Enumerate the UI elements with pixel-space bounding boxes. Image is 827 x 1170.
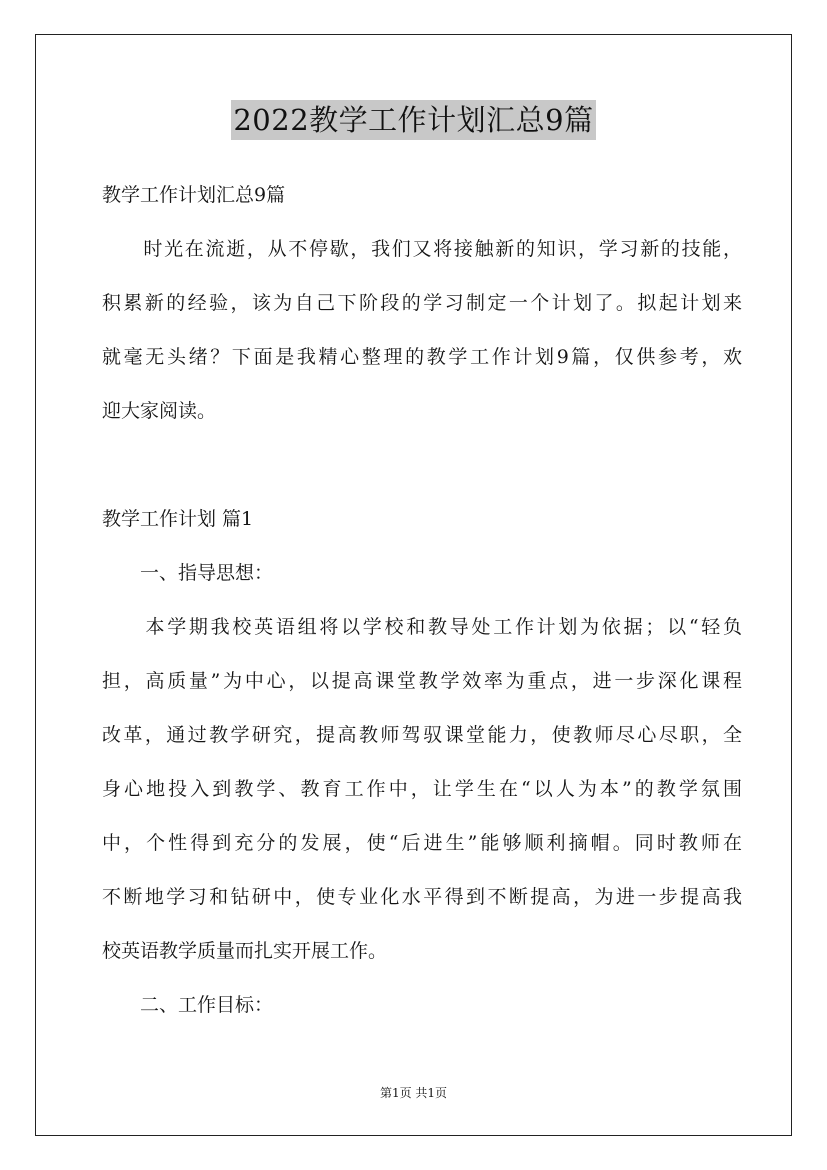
body-line-5: 中，个性得到充分的发展，使“后进生”能够顺利摘帽。同时教师在	[102, 832, 742, 854]
intro-line-4: 迎大家阅读。	[102, 400, 217, 422]
section-heading: 教学工作计划 篇1	[102, 508, 254, 530]
title-container	[0, 100, 827, 140]
intro-line-3: 就毫无头绪？下面是我精心整理的教学工作计划9篇，仅供参考，欢	[102, 346, 742, 368]
body-line-1: 本学期我校英语组将以学校和教导处工作计划为依据；以“轻负	[102, 616, 742, 638]
intro-line-2: 积累新的经验，该为自己下阶段的学习制定一个计划了。拟起计划来	[102, 292, 742, 314]
body-line-4: 身心地投入到教学、教育工作中，让学生在“以人为本”的教学氛围	[102, 778, 742, 800]
document-subtitle: 教学工作计划汇总9篇	[102, 184, 286, 206]
intro-line-1: 时光在流逝，从不停歇，我们又将接触新的知识，学习新的技能，	[102, 238, 742, 260]
body-line-7: 校英语教学质量而扎实开展工作。	[102, 940, 388, 962]
document-title: 2022教学工作计划汇总9篇	[231, 100, 595, 140]
body-line-2: 担，高质量”为中心，以提高课堂教学效率为重点，进一步深化课程	[102, 670, 742, 692]
guiding-heading: 一、指导思想：	[102, 562, 274, 584]
body-line-3: 改革，通过教学研究，提高教师驾驭课堂能力，使教师尽心尽职，全	[102, 724, 742, 746]
page-number-footer: 第1页 共1页	[379, 1086, 448, 1100]
goal-heading: 二、工作目标：	[102, 994, 274, 1016]
body-line-6: 不断地学习和钻研中，使专业化水平得到不断提高，为进一步提高我	[102, 886, 742, 908]
